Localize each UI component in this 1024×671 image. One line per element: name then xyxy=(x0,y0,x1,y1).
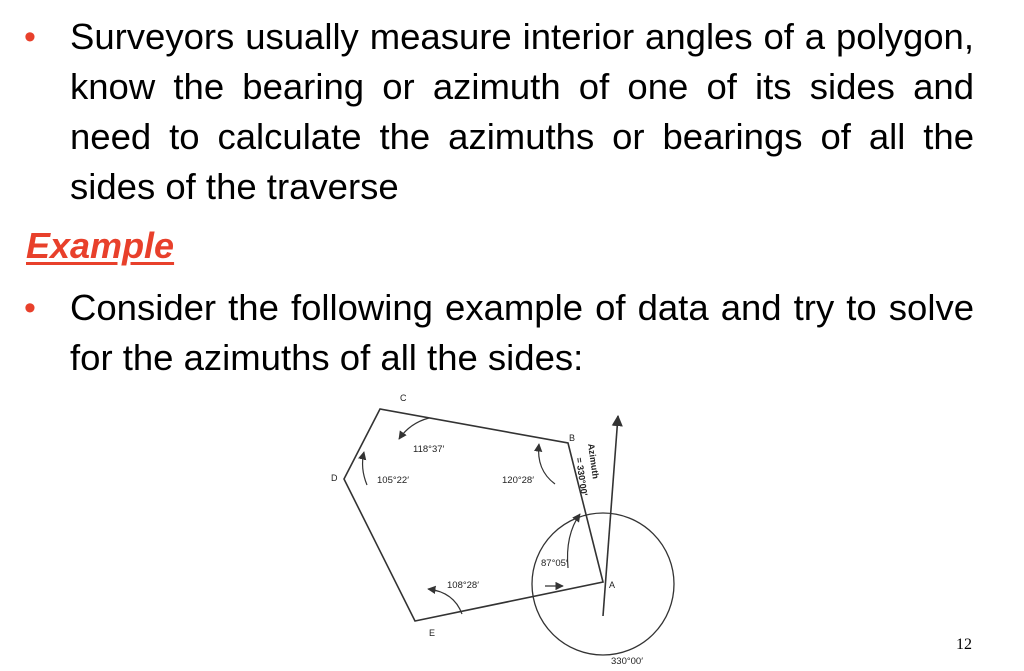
azimuth-value: = 330°00′ xyxy=(574,456,590,497)
angle-label-d: 105°22′ xyxy=(377,475,409,486)
angle-label-a: 87°05′ xyxy=(541,558,568,569)
slide-number: 12 xyxy=(956,636,972,653)
station-label-b: B xyxy=(569,433,576,443)
azimuth-label: Azimuth xyxy=(586,442,601,480)
example-heading: Example xyxy=(26,225,175,266)
angle-arc-e xyxy=(428,589,462,614)
angle-label-e: 108°28′ xyxy=(447,580,479,591)
angle-label-b: 120°28′ xyxy=(502,475,534,486)
bullet-marker: • xyxy=(24,289,36,327)
circle-azimuth-label: 330°00′ xyxy=(611,656,643,667)
station-label-d: D xyxy=(331,473,338,483)
bullet-marker: • xyxy=(24,18,36,56)
angle-arc-d xyxy=(363,452,367,485)
angle-label-c: 118°37′ xyxy=(413,444,445,455)
bullet-text: Consider the following example of data and try to solve for the azimuths of all the sides: xyxy=(70,287,974,378)
bullet-text: Surveyors usually measure interior angles of a polygon, know the bearing or azimuth of one of its sides and need to calculate the azimuths or bearings of all the sides of the traverse xyxy=(70,16,974,207)
azimuth-circle xyxy=(532,513,674,655)
angle-arc-b xyxy=(539,444,555,484)
station-label-e: E xyxy=(429,628,436,638)
angle-arc-c xyxy=(399,418,429,439)
station-label-a: A xyxy=(609,580,616,590)
station-label-c: C xyxy=(400,393,407,403)
